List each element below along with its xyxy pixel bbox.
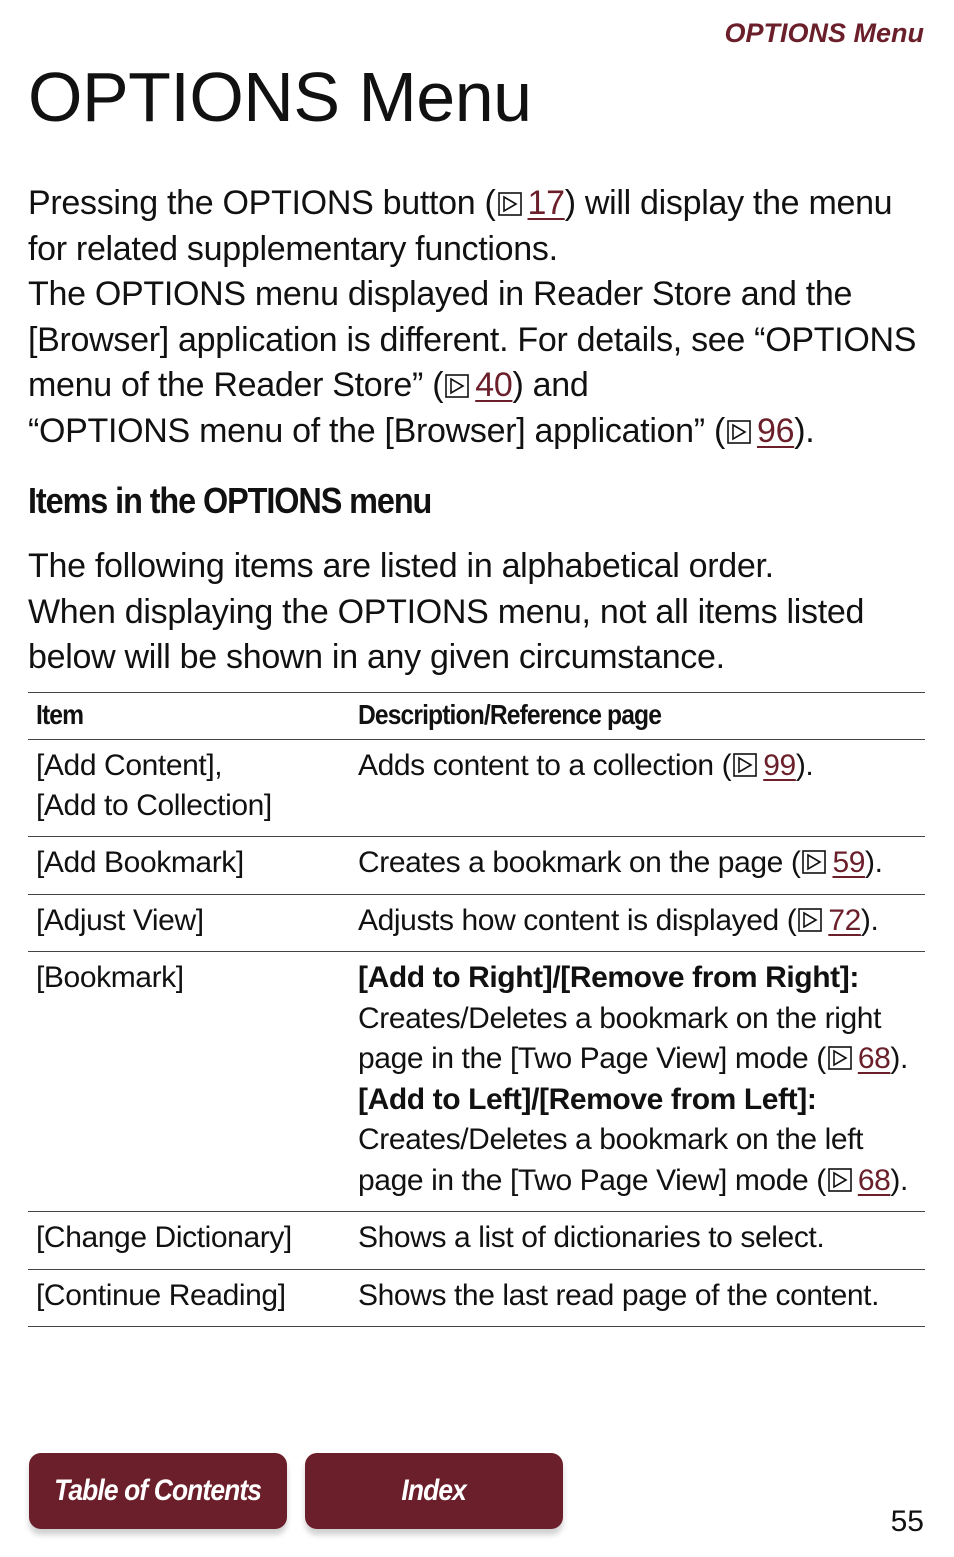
reference-link[interactable]: 59 bbox=[800, 846, 865, 879]
lead-line-1: The following items are listed in alphabetical order. bbox=[28, 547, 774, 585]
section-heading: Items in the OPTIONS menu bbox=[28, 480, 432, 521]
reference-link[interactable]: 72 bbox=[796, 904, 861, 937]
table-row bbox=[28, 894, 925, 952]
lead-text bbox=[28, 544, 928, 681]
item-cell: [Bookmark] bbox=[28, 952, 350, 1212]
table-header-row bbox=[28, 693, 925, 740]
index-button[interactable]: Index bbox=[305, 1453, 563, 1529]
reference-arrow-icon bbox=[828, 1046, 852, 1070]
reference-arrow-icon bbox=[445, 374, 469, 398]
table-row bbox=[28, 1269, 925, 1327]
reference-link[interactable]: 99 bbox=[731, 749, 796, 782]
table-of-contents-button[interactable]: Table of Contents bbox=[29, 1453, 287, 1529]
reference-link[interactable]: 68 bbox=[826, 1164, 891, 1197]
intro-text bbox=[28, 181, 928, 454]
reference-link[interactable]: 68 bbox=[826, 1042, 891, 1075]
lead-line-2: When displaying the OPTIONS menu, not all items listed below will be shown in any given circumstance. bbox=[28, 592, 865, 676]
item-cell: [Change Dictionary] bbox=[28, 1212, 350, 1270]
running-head: OPTIONS Menu bbox=[724, 18, 924, 48]
table-row bbox=[28, 1212, 925, 1270]
reference-arrow-icon bbox=[828, 1168, 852, 1192]
reference-arrow-icon bbox=[733, 753, 757, 777]
table-row bbox=[28, 740, 925, 837]
sub-item-heading: [Add to Left]/[Remove from Left]: bbox=[358, 1082, 817, 1116]
reference-arrow-icon bbox=[798, 908, 822, 932]
intro-paragraph-1: Pressing the OPTIONS button ( 17) will display the menu for related supplementary functions. bbox=[28, 184, 893, 268]
description-cell: [Add to Right]/[Remove from Right]: Creates/Deletes a bookmark on the right page in the [Two Page View] mode ( 68). [Add to Left]/[Remove from Left]: Creates/Deletes a bookmark on the left page in the [Two Page View] mode ( 68). bbox=[350, 952, 925, 1212]
table-row bbox=[28, 952, 925, 1212]
description-cell: Adjusts how content is displayed ( 72). bbox=[350, 894, 925, 952]
options-items-table bbox=[28, 692, 925, 1327]
item-cell: [Add Content], [Add to Collection] bbox=[28, 740, 350, 837]
description-cell: Creates a bookmark on the page ( 59). bbox=[350, 837, 925, 895]
reference-arrow-icon bbox=[727, 420, 751, 444]
reference-link[interactable]: 17 bbox=[496, 184, 565, 222]
table-row bbox=[28, 837, 925, 895]
intro-paragraph-2: The OPTIONS menu displayed in Reader Store and the [Browser] application is different. For details, see “OPTIONS menu of the Reader Store” ( 40) and “OPTIONS menu of the [Browser] application” ( 96). bbox=[28, 275, 917, 450]
description-cell: Shows a list of dictionaries to select. bbox=[350, 1212, 925, 1270]
reference-link[interactable]: 40 bbox=[443, 366, 512, 404]
sub-item-heading: [Add to Right]/[Remove from Right]: bbox=[358, 961, 859, 994]
column-header-description: Description/Reference page bbox=[350, 693, 925, 740]
item-cell: [Add Bookmark] bbox=[28, 837, 350, 895]
description-cell: Adds content to a collection ( 99). bbox=[350, 740, 925, 837]
page-number: 55 bbox=[890, 1505, 924, 1538]
item-cell: [Adjust View] bbox=[28, 894, 350, 952]
page-title: OPTIONS Menu bbox=[28, 58, 532, 136]
reference-arrow-icon bbox=[802, 850, 826, 874]
column-header-item: Item bbox=[28, 693, 350, 740]
item-cell: [Continue Reading] bbox=[28, 1269, 350, 1327]
reference-arrow-icon bbox=[498, 192, 522, 216]
reference-link[interactable]: 96 bbox=[725, 412, 794, 450]
description-cell: Shows the last read page of the content. bbox=[350, 1269, 925, 1327]
